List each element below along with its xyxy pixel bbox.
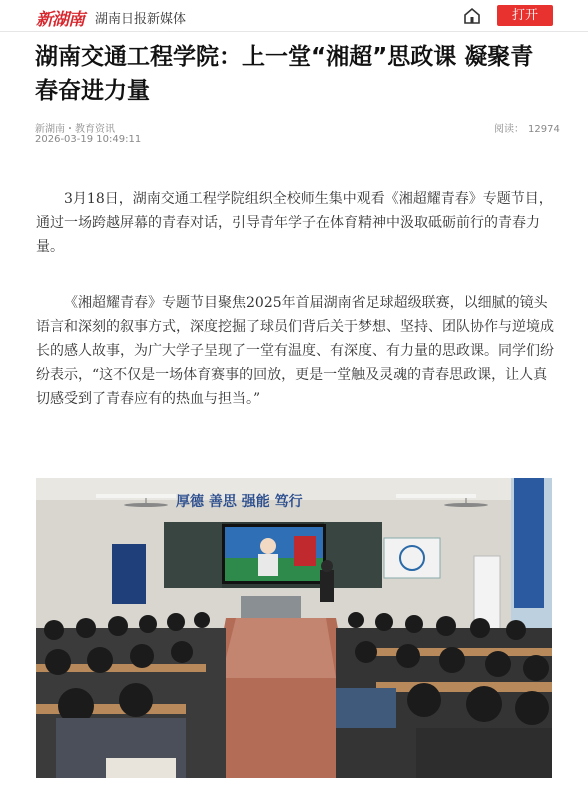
article-paragraph-1: 3月18日，湖南交通工程学院组织全校师生集中观看《湘超耀青春》专题节目，通过一场跨越屏幕的青春对话，引导青年学子在体育精神中汲取砥砺前行的青春力量。 xyxy=(36,191,553,255)
open-app-button[interactable]: 打开 xyxy=(497,5,553,26)
read-count-label: 阅读： xyxy=(494,124,524,135)
read-count-value: 12974 xyxy=(528,124,560,135)
read-count xyxy=(494,120,560,135)
article-date: 2026-03-19 10:49:11 xyxy=(35,134,142,145)
article-paragraph-2: 《湘超耀青春》专题节目聚焦2025年首届湖南省足球超级联赛，以细腻的镜头语言和深刻的叙事方式，深度挖掘了球员们背后关于梦想、坚持、团队协作与逆境成长的感人故事，为广大学子呈现了一堂有温度、有深度、有力量的思政课。同学们纷纷表示，“这不仅是一场体育赛事的回放，更是一堂触及灵魂的青春思政课，让人真切感受到了青春应有的热血与担当。” xyxy=(36,295,554,407)
article-title: 湖南交通工程学院：上一堂“湘超”思政课 凝聚青春奋进力量 xyxy=(35,44,534,104)
site-logo[interactable]: 新湖南 xyxy=(36,10,84,30)
top-bar xyxy=(0,0,588,32)
article-source: 新湖南・教育资讯 xyxy=(35,124,115,135)
photo-banner-text: 厚德 善思 强能 笃行 xyxy=(176,494,303,510)
home-icon[interactable] xyxy=(462,6,482,26)
brand-name: 湖南日报新媒体 xyxy=(95,12,187,27)
article-photo[interactable] xyxy=(36,478,552,778)
